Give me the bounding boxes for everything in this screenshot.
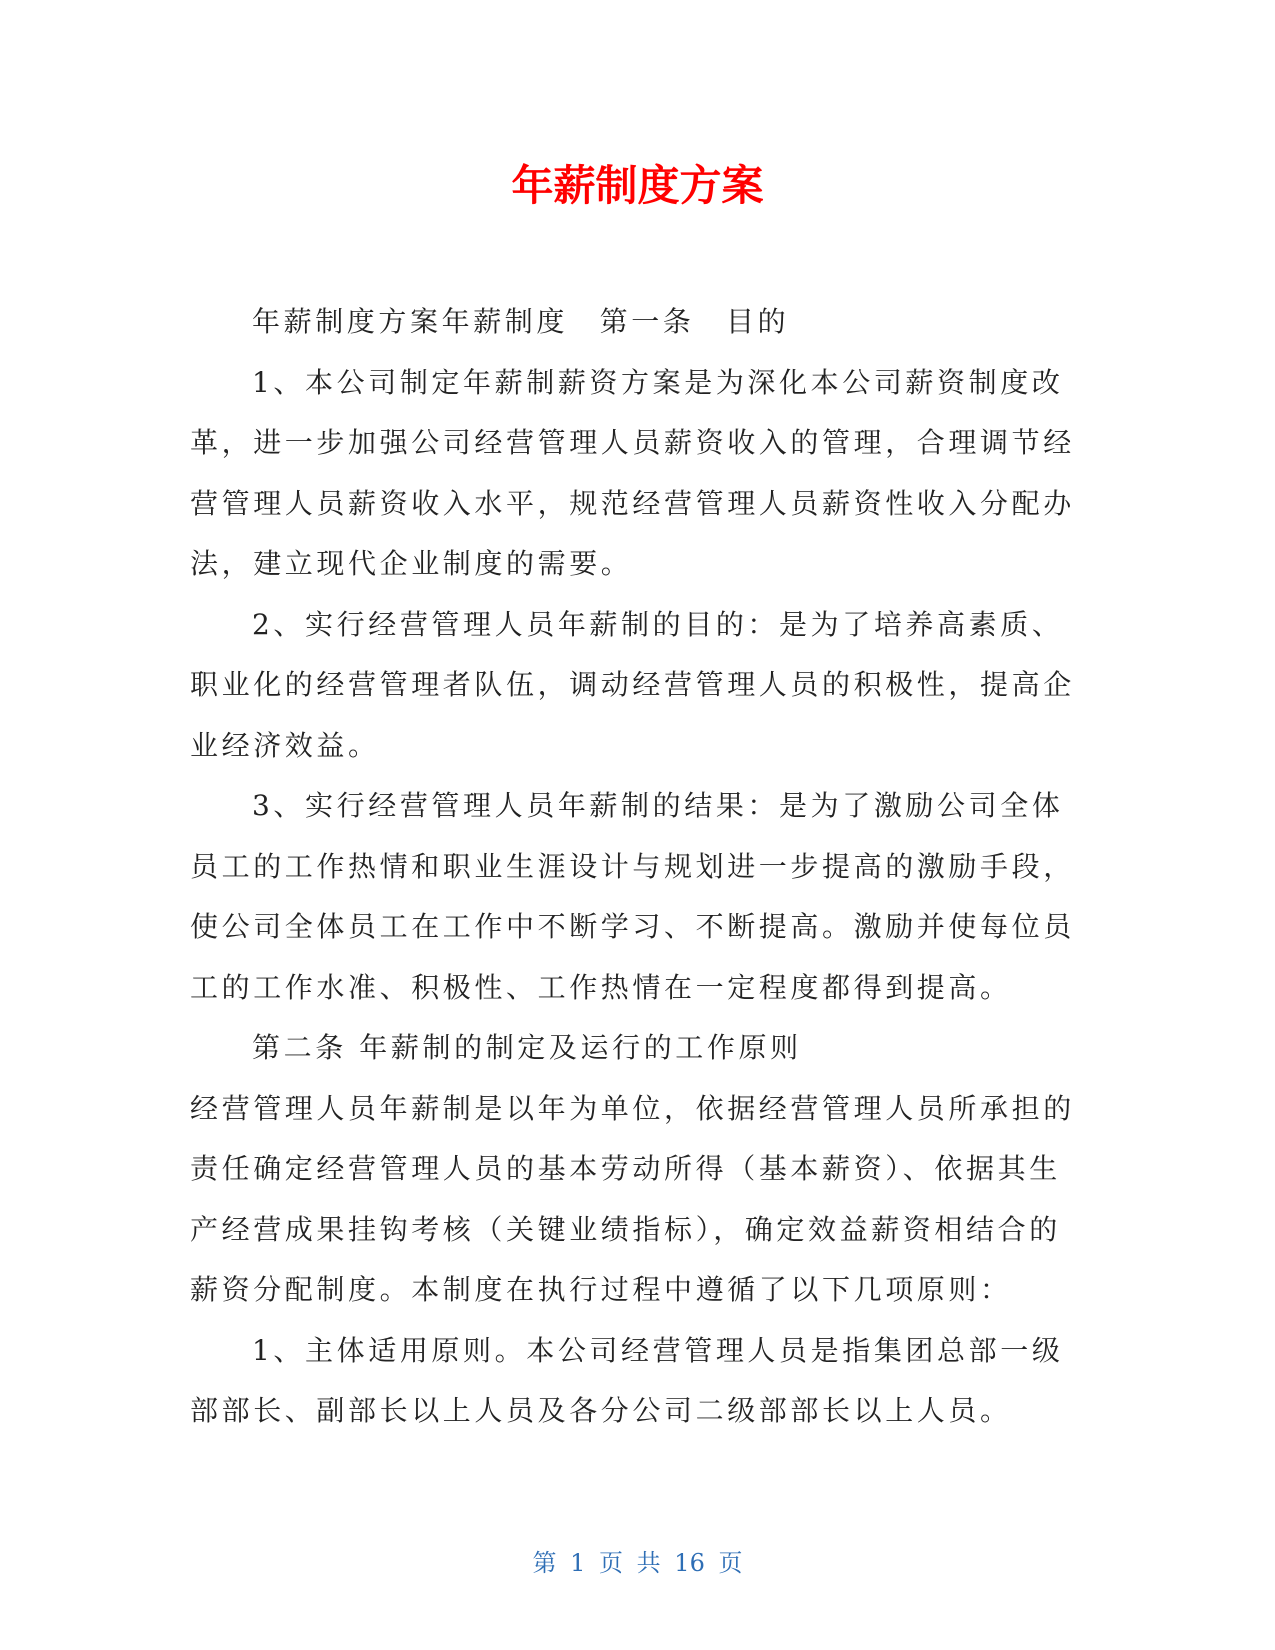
document-body xyxy=(190,292,1090,1442)
document-title: 年薪制度方案 xyxy=(511,161,764,210)
paragraph: 3、实行经营管理人员年薪制的结果：是为了激励公司全体员工的工作热情和职业生涯设计与规划进一步提高的激励手段，使公司全体员工在工作中不断学习、不断提高。激励并使每位员工的工作水准、积极性、工作热情在一定程度都得到提高。 xyxy=(190,789,1075,1004)
paragraph: 1、本公司制定年薪制薪资方案是为深化本公司薪资制度改革，进一步加强公司经营管理人员薪资收入的管理，合理调节经营管理人员薪资收入水平，规范经营管理人员薪资性收入分配办法，建立现代企业制度的需要。 xyxy=(190,365,1075,580)
paragraph: 第二条 年薪制的制定及运行的工作原则 xyxy=(252,1031,802,1064)
paragraph: 年薪制度方案年薪制度 第一条 目的 xyxy=(252,305,790,338)
page-number-footer: 第 1 页 共 16 页 xyxy=(532,1549,743,1577)
paragraph: 1、主体适用原则。本公司经营管理人员是指集团总部一级部部长、副部长以上人员及各分公司二级部部长以上人员。 xyxy=(190,1333,1064,1427)
paragraph: 2、实行经营管理人员年薪制的目的：是为了培养高素质、职业化的经营管理者队伍，调动经营管理人员的积极性，提高企业经济效益。 xyxy=(190,607,1075,762)
paragraph: 经营管理人员年薪制是以年为单位，依据经营管理人员所承担的责任确定经营管理人员的基本劳动所得（基本薪资）、依据其生产经营成果挂钩考核（关键业绩指标），确定效益薪资相结合的薪资分配制度。本制度在执行过程中遵循了以下几项原则： xyxy=(190,1091,1075,1306)
